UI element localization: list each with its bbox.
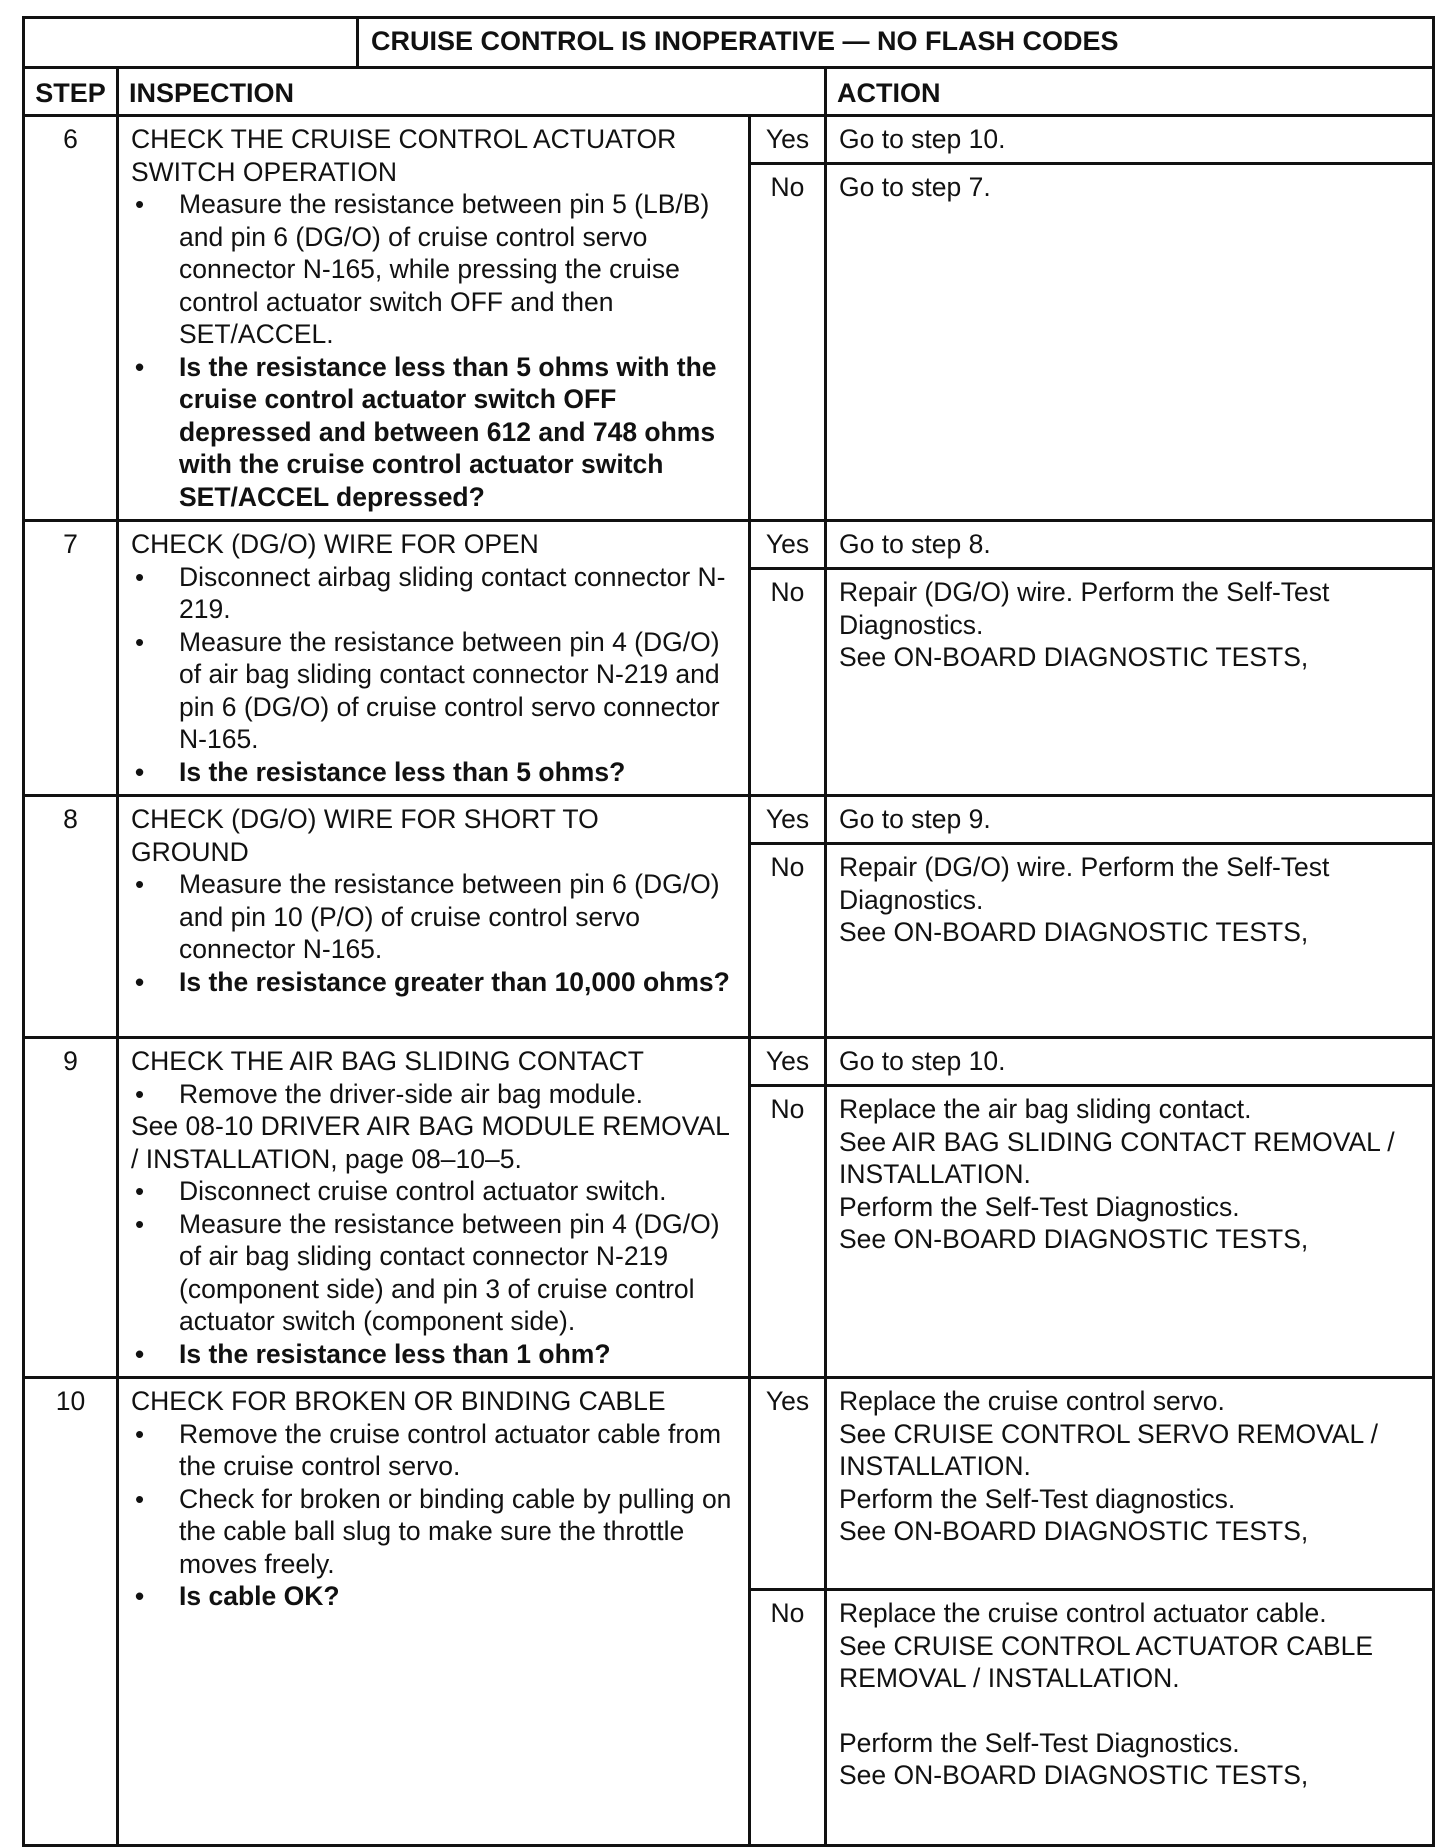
action-line: See ON-BOARD DIAGNOSTIC TESTS, [839, 1760, 1309, 1790]
inspection-cell [118, 521, 750, 796]
action-line: Perform the Self-Test diagnostics. [839, 1483, 1236, 1514]
yes-action [826, 1038, 1434, 1086]
no-label: No [750, 1590, 826, 1846]
step-number: 8 [24, 796, 118, 1038]
inspection-heading: CHECK THE AIR BAG SLIDING CONTACT [131, 1046, 644, 1076]
inspection-cell [118, 1378, 750, 1846]
action-line: Replace the air bag sliding contact. [839, 1094, 1252, 1124]
action-line [839, 1695, 1420, 1727]
inspection-bullets [131, 561, 736, 789]
inspection-heading: CHECK (DG/O) WIRE FOR SHORT TO [131, 804, 599, 834]
yes-label: Yes [750, 1378, 826, 1590]
inspection-question: • Is the resistance less than 5 ohms? [131, 756, 736, 789]
inspection-bullet: • Disconnect cruise control actuator switch. [131, 1175, 736, 1208]
action-line: Replace the cruise control servo. [839, 1386, 1225, 1416]
inspection-bullet: • Measure the resistance between pin 4 (DG/O) of air bag sliding contact connector N-219 (component side) and pin 3 of cruise control actuator switch (component side). [131, 1208, 736, 1338]
inspection-bullets [131, 188, 736, 513]
inspection-question: • Is the resistance greater than 10,000 ohms? [131, 966, 736, 999]
yes-action [826, 116, 1434, 164]
inspection-bullet: • Measure the resistance between pin 6 (DG/O) and pin 10 (P/O) of cruise control servo connector N-165. [131, 868, 736, 966]
action-line: See CRUISE CONTROL SERVO REMOVAL / INSTALLATION. [839, 1418, 1378, 1481]
inspection-heading: SWITCH OPERATION [131, 156, 397, 187]
action-line: Go to step 7. [839, 172, 991, 203]
action-line: See CRUISE CONTROL ACTUATOR CABLE REMOVAL / INSTALLATION. [839, 1630, 1374, 1693]
inspection-heading: GROUND [131, 836, 249, 867]
inspection-bullets [131, 868, 736, 998]
no-action [826, 569, 1434, 796]
inspection-bullet: • Remove the cruise control actuator cable from the cruise control servo. [131, 1418, 736, 1483]
action-line: See ON-BOARD DIAGNOSTIC TESTS, [839, 917, 1309, 947]
inspection-cell [118, 796, 750, 1038]
inspection-question: • Is the resistance less than 1 ohm? [131, 1338, 736, 1371]
inspection-bullet: • Measure the resistance between pin 4 (DG/O) of air bag sliding contact connector N-219 and pin 6 (DG/O) of cruise control servo connector N-165. [131, 626, 736, 756]
diagnostic-document [22, 16, 1432, 1847]
action-line: See ON-BOARD DIAGNOSTIC TESTS, [839, 1516, 1309, 1546]
title-blank-cell [24, 18, 358, 68]
action-line: Repair (DG/O) wire. Perform the Self-Test Diagnostics. [839, 852, 1330, 915]
inspection-bullet: • Measure the resistance between pin 5 (LB/B) and pin 6 (DG/O) of cruise control servo connector N-165, while pressing the cruise control actuator switch OFF and then SET/ACCEL. [131, 188, 736, 351]
action-line: See ON-BOARD DIAGNOSTIC TESTS, [839, 1224, 1309, 1254]
header-action: ACTION [826, 68, 1434, 116]
inspection-see-reference: See 08-10 DRIVER AIR BAG MODULE REMOVAL / INSTALLATION, page 08–10–5. [131, 1111, 729, 1174]
inspection-cell [118, 1038, 750, 1378]
header-step: STEP [24, 68, 118, 116]
no-action [826, 164, 1434, 521]
action-line: Go to step 8. [839, 529, 991, 559]
no-action [826, 844, 1434, 1038]
yes-action [826, 796, 1434, 844]
no-label: No [750, 569, 826, 796]
diagnostic-table [22, 16, 1435, 1847]
action-line: Perform the Self-Test Diagnostics. [839, 1727, 1240, 1758]
inspection-bullet: • Remove the driver-side air bag module. [131, 1078, 736, 1111]
yes-action [826, 1378, 1434, 1590]
step-row [24, 796, 1434, 844]
no-label: No [750, 164, 826, 521]
table-body [24, 116, 1434, 1846]
action-line: Go to step 9. [839, 804, 991, 834]
no-label: No [750, 1086, 826, 1378]
action-line: Go to step 10. [839, 124, 1006, 154]
no-action [826, 1590, 1434, 1846]
step-row [24, 521, 1434, 569]
inspection-bullet: • Disconnect airbag sliding contact connector N-219. [131, 561, 736, 626]
title-row [24, 18, 1434, 68]
yes-action [826, 521, 1434, 569]
inspection-question: • Is cable OK? [131, 1580, 736, 1613]
header-row [24, 68, 1434, 116]
step-number: 6 [24, 116, 118, 521]
inspection-bullets [131, 1418, 736, 1613]
inspection-bullet: • Check for broken or binding cable by pulling on the cable ball slug to make sure the throttle moves freely. [131, 1483, 736, 1581]
inspection-heading: CHECK FOR BROKEN OR BINDING CABLE [131, 1386, 666, 1416]
inspection-bullets [131, 1078, 736, 1371]
action-line: See ON-BOARD DIAGNOSTIC TESTS, [839, 642, 1309, 673]
action-line: Perform the Self-Test Diagnostics. [839, 1191, 1240, 1222]
yes-label: Yes [750, 1038, 826, 1086]
inspection-heading: CHECK THE CRUISE CONTROL ACTUATOR [131, 124, 677, 154]
yes-label: Yes [750, 796, 826, 844]
action-line: See AIR BAG SLIDING CONTACT REMOVAL / INSTALLATION. [839, 1126, 1395, 1189]
step-row [24, 116, 1434, 164]
step-number: 10 [24, 1378, 118, 1846]
inspection-question: • Is the resistance less than 5 ohms with the cruise control actuator switch OFF depressed and between 612 and 748 ohms with the cruise control actuator switch SET/ACCEL depressed? [131, 351, 736, 514]
step-row [24, 1378, 1434, 1590]
inspection-cell [118, 116, 750, 521]
yes-label: Yes [750, 116, 826, 164]
action-line: Go to step 10. [839, 1046, 1006, 1076]
yes-label: Yes [750, 521, 826, 569]
table-title: CRUISE CONTROL IS INOPERATIVE — NO FLASH CODES [358, 18, 1434, 68]
header-inspection: INSPECTION [118, 68, 826, 116]
step-number: 9 [24, 1038, 118, 1378]
no-action [826, 1086, 1434, 1378]
step-number: 7 [24, 521, 118, 796]
action-line: Replace the cruise control actuator cable. [839, 1598, 1327, 1628]
no-label: No [750, 844, 826, 1038]
step-row [24, 1038, 1434, 1086]
action-line: Repair (DG/O) wire. Perform the Self-Test Diagnostics. [839, 577, 1330, 640]
inspection-heading: CHECK (DG/O) WIRE FOR OPEN [131, 529, 539, 559]
